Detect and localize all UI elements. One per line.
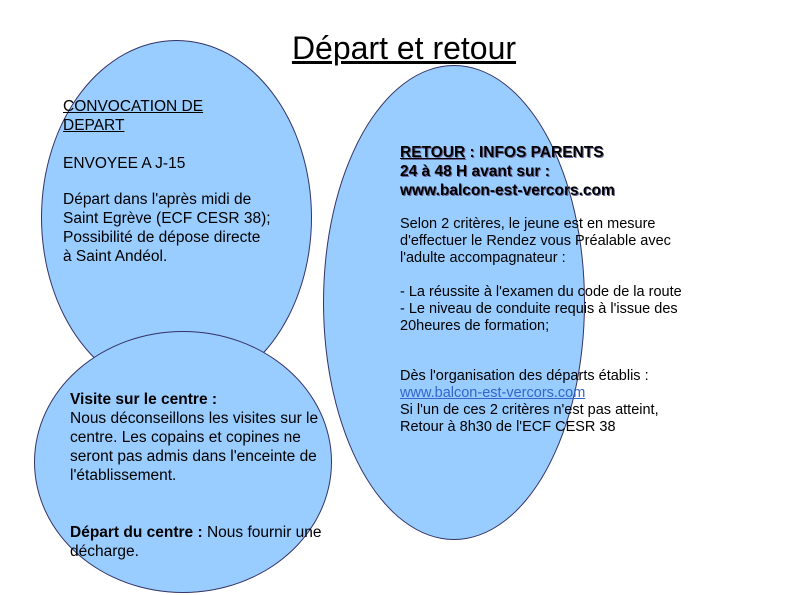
- depart-info-text: Départ dans l'après midi de Saint Egrève (ECF CESR 38); Possibilité de dépose directe à Saint Andéol.: [63, 191, 271, 265]
- website-link[interactable]: www.balcon-est-vercors.com: [400, 385, 586, 401]
- critere-code: - La réussite à l'examen du code de la route: [400, 284, 682, 300]
- retour-website: www.balcon-est-vercors.com: [400, 182, 615, 199]
- depart-centre-text: Nous fournir une décharge.: [70, 524, 322, 560]
- visite-block: [70, 390, 320, 485]
- organisation-text: Dès l'organisation des départs établis :: [400, 368, 649, 384]
- visite-text: Nous déconseillons les visites sur le centre. Les copains et copines ne seront pas admis dans l'enceinte de l'établissement.: [70, 410, 319, 484]
- sinon-text: Si l'un de ces 2 critères n'est pas atteint,: [400, 402, 659, 418]
- visite-heading: Visite sur le centre :: [70, 391, 218, 408]
- depart-centre-block: [70, 523, 340, 561]
- criteres-list: [400, 284, 720, 335]
- convocation-heading: CONVOCATION DE DEPART: [63, 98, 204, 134]
- retour-label: RETOUR: [400, 144, 466, 161]
- retour-heading: [400, 143, 690, 200]
- organisation-block: [400, 368, 720, 436]
- retour-delay: 24 à 48 H avant sur :: [400, 163, 550, 180]
- criteres-text: Selon 2 critères, le jeune est en mesure d'effectuer le Rendez vous Préalable avec l'adulte accompagnateur :: [400, 216, 671, 266]
- page-title: Départ et retour: [291, 30, 517, 66]
- retour-infos: : INFOS PARENTS: [465, 144, 604, 161]
- depart-centre-heading: Départ du centre :: [70, 524, 203, 541]
- critere-conduite: - Le niveau de conduite requis à l'issue des 20heures de formation;: [400, 301, 678, 334]
- envoyee-text: ENVOYEE A J-15: [63, 155, 186, 172]
- retour-time-text: Retour à 8h30 de l'ECF CESR 38: [400, 419, 616, 435]
